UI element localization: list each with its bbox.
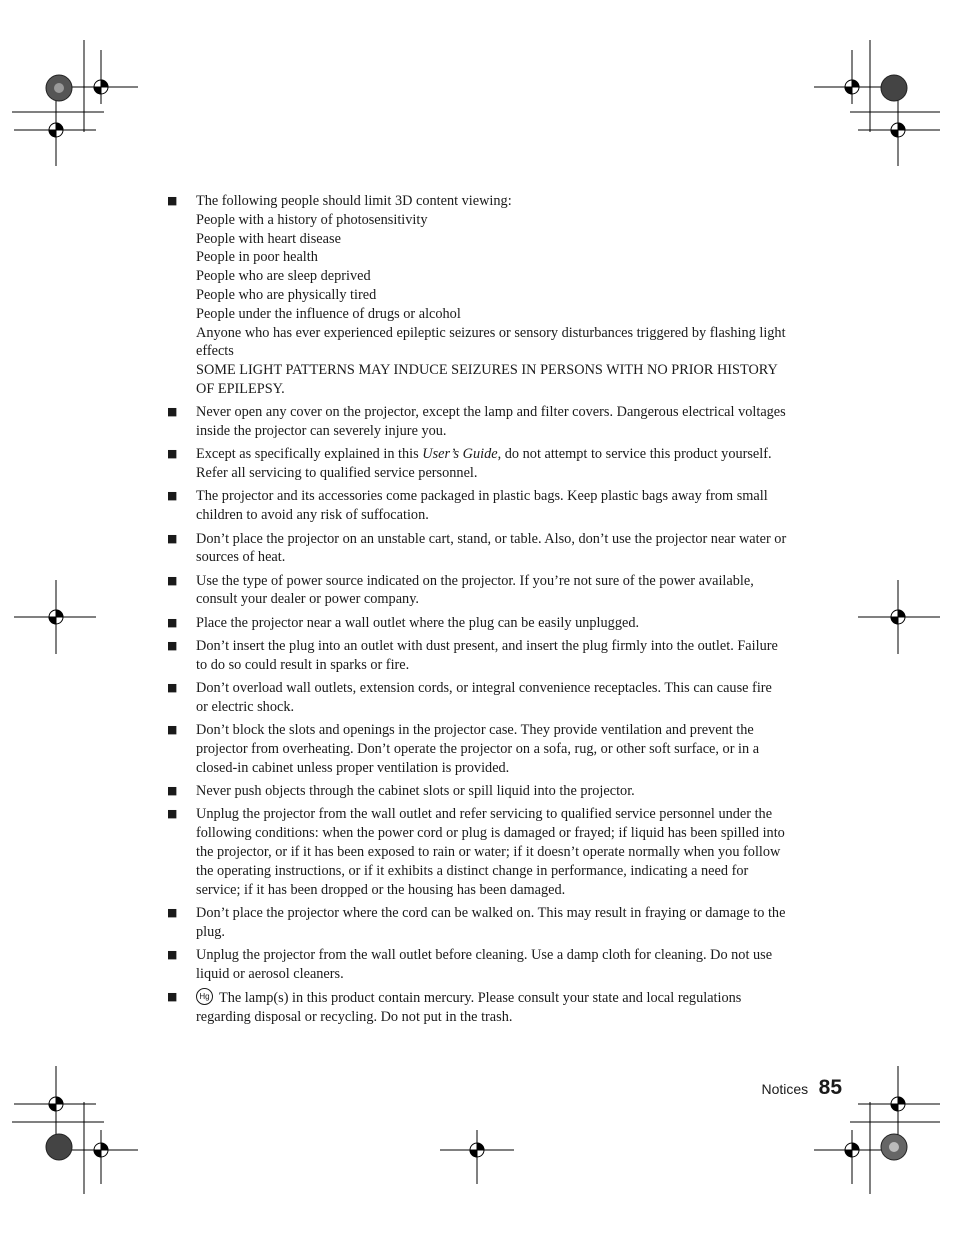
- square-bullet-icon: ■: [167, 990, 178, 1004]
- square-bullet-icon: ■: [167, 947, 178, 961]
- item-text: Don’t block the slots and openings in the projector case. They provide ventilation and prevent the projector from overheating. Don’t operate the projector on a sofa, rug, or other soft surface, or in a closed-in cabinet unless proper ventilation is provided.: [196, 722, 760, 776]
- list-item: [167, 637, 787, 675]
- item-text: The projector and its accessories come packaged in plastic bags. Keep plastic bags away from small children to avoid any risk of suffocation.: [196, 488, 768, 524]
- list-item-3d-viewing: [167, 192, 787, 399]
- item-text: Place the projector near a wall outlet where the plug can be easily unplugged.: [196, 614, 640, 631]
- text-line: People with heart disease: [196, 230, 341, 247]
- item-text: Use the type of power source indicated on the projector. If you’re not sure of the power available, consult your dealer or power company.: [196, 572, 754, 608]
- list-item: [167, 679, 787, 717]
- item-text: , do not attempt to service this product yourself. Refer all servicing to qualified service personnel.: [196, 446, 772, 482]
- text-line: People under the influence of drugs or alcohol: [196, 305, 461, 322]
- item-text: Don’t overload wall outlets, extension cords, or integral convenience receptacles. This can cause fire or electric shock.: [196, 680, 772, 715]
- item-text: Don’t insert the plug into an outlet with dust present, and insert the plug firmly into the outlet. Failure to do so could result in sparks or fire.: [196, 638, 778, 673]
- list-item: [167, 487, 787, 525]
- section-name: Notices: [761, 1081, 809, 1097]
- square-bullet-icon: ■: [167, 681, 178, 695]
- item-text: Except as specifically explained in this: [196, 446, 423, 463]
- square-bullet-icon: ■: [167, 905, 178, 919]
- list-item: [167, 904, 787, 942]
- text-line: People in poor health: [196, 249, 318, 266]
- square-bullet-icon: ■: [167, 784, 178, 798]
- item-text: Never push objects through the cabinet slots or spill liquid into the projector.: [196, 783, 635, 800]
- item-text: Don’t place the projector where the cord can be walked on. This may result in fraying or damage to the plug.: [196, 904, 786, 940]
- item-text: Don’t place the projector on an unstable cart, stand, or table. Also, don’t use the projector near water or sources of heat.: [196, 530, 787, 566]
- seizure-warning-text: SOME LIGHT PATTERNS MAY INDUCE SEIZURES IN PERSONS WITH NO PRIOR HISTORY OF EPILEPSY.: [196, 362, 778, 397]
- text-line: The following people should limit 3D content viewing:: [196, 193, 512, 209]
- text-line: People with a history of photosensitivity: [196, 211, 428, 228]
- list-item: [167, 721, 787, 777]
- list-item: [167, 572, 787, 610]
- square-bullet-icon: ■: [167, 489, 178, 503]
- square-bullet-icon: ■: [167, 573, 178, 587]
- safety-instructions-list: [167, 192, 787, 1031]
- text-line: People who are physically tired: [196, 286, 377, 303]
- square-bullet-icon: ■: [167, 194, 178, 207]
- guide-title: User’s Guide: [422, 446, 498, 463]
- square-bullet-icon: ■: [167, 615, 178, 629]
- list-item: [167, 614, 787, 633]
- list-item-mercury: [167, 988, 787, 1027]
- text-line: People who are sleep deprived: [196, 268, 371, 285]
- page-footer: [762, 1076, 843, 1100]
- square-bullet-icon: ■: [167, 639, 178, 653]
- list-item: [167, 403, 787, 441]
- square-bullet-icon: ■: [167, 531, 178, 545]
- list-item: [167, 530, 787, 568]
- square-bullet-icon: ■: [167, 807, 178, 821]
- item-text: Never open any cover on the projector, except the lamp and filter covers. Dangerous electrical voltages inside the projector can severely injure you.: [196, 404, 786, 440]
- text-line: Anyone who has ever experienced epileptic seizures or sensory disturbances triggered by flashing light effects: [196, 324, 786, 360]
- square-bullet-icon: ■: [167, 723, 178, 737]
- page-number: 85: [818, 1076, 842, 1099]
- mercury-hg-icon: Hg: [196, 988, 213, 1005]
- list-item: [167, 946, 787, 984]
- item-text: Unplug the projector from the wall outlet and refer servicing to qualified service personnel under the following conditions: when the power cord or plug is damaged or frayed; if liquid has been spilled into the projector, or if it has been exposed to rain or water; if it doesn’t operate normally when you follow the operating instructions, or if it exhibits a distinct change in performance, indicating a need for service; if it has been dropped or the housing has been damaged.: [196, 806, 785, 898]
- list-item: [167, 782, 787, 801]
- list-item: [167, 805, 787, 899]
- square-bullet-icon: ■: [167, 405, 178, 419]
- item-text: Unplug the projector from the wall outlet before cleaning. Use a damp cloth for cleaning. Do not use liquid or aerosol cleaners.: [196, 946, 773, 982]
- item-text: The lamp(s) in this product contain mercury. Please consult your state and local regulations regarding disposal or recycling. Do not put in the trash.: [196, 990, 742, 1025]
- list-item: [167, 445, 787, 483]
- square-bullet-icon: ■: [167, 447, 178, 461]
